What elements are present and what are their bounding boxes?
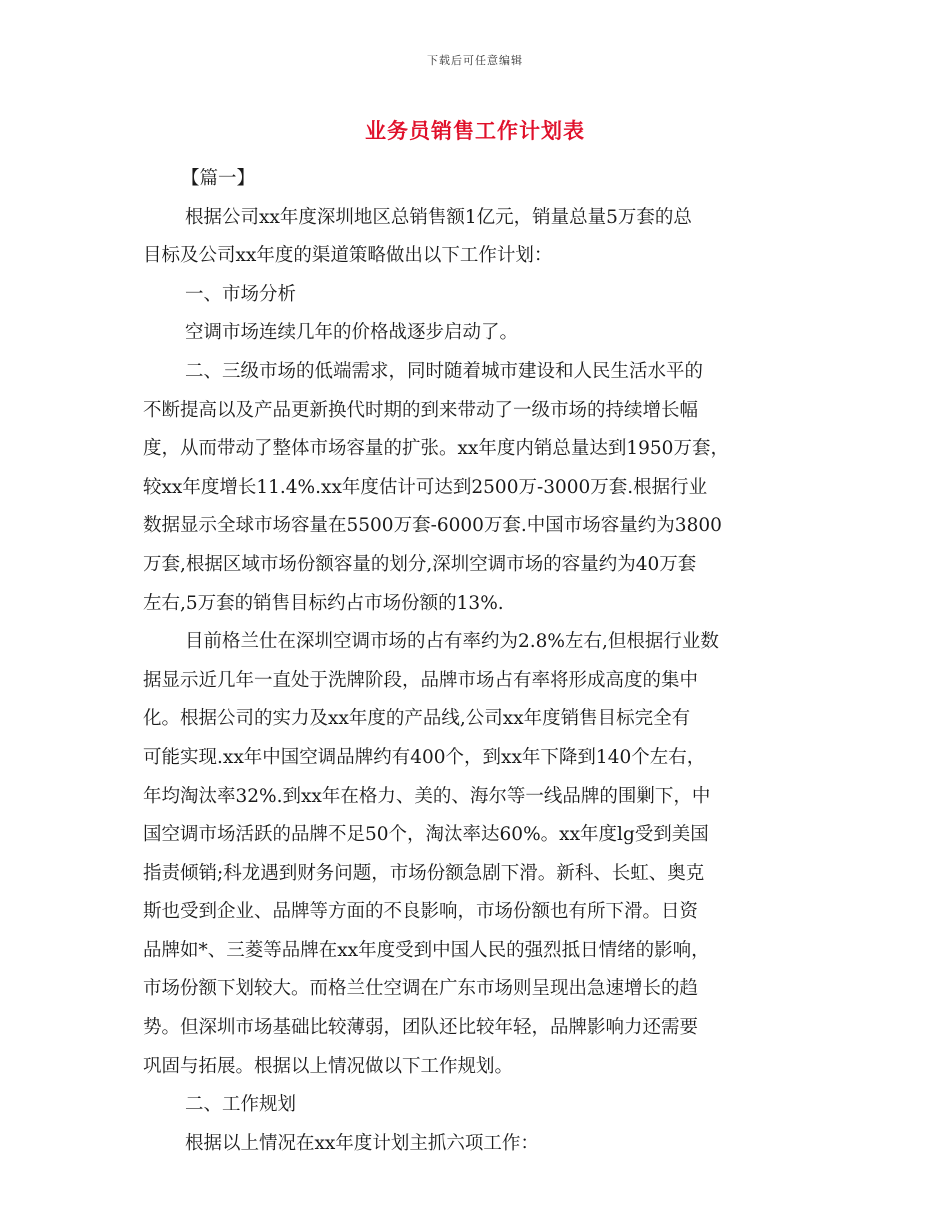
paragraph-line: 据显示近几年一直处于洗牌阶段，品牌市场占有率将形成高度的集中 <box>143 669 699 691</box>
header-note: 下载后可任意编辑 <box>427 54 523 67</box>
paragraph-line: 根据以上情况在xx年度计划主抓六项工作： <box>185 1132 539 1154</box>
paragraph-line: 不断提高以及产品更新换代时期的到来带动了一级市场的持续增长幅 <box>143 399 699 421</box>
paragraph-line: 指责倾销;科龙遇到财务问题，市场份额急剧下滑。新科、长虹、奥克 <box>143 862 705 884</box>
paragraph-line: 年均淘汰率32%.到xx年在格力、美的、海尔等一线品牌的围剿下，中 <box>143 785 711 807</box>
section-label: 【篇一】 <box>181 168 256 189</box>
paragraph-line: 二、三级市场的低端需求，同时随着城市建设和人民生活水平的 <box>185 360 704 382</box>
paragraph-line: 品牌如*、三菱等品牌在xx年度受到中国人民的强烈抵日情绪的影响， <box>143 939 710 961</box>
paragraph-line: 市场份额下划较大。而格兰仕空调在广东市场则呈现出急速增长的趋 <box>143 978 699 1000</box>
paragraph-line: 根据公司xx年度深圳地区总销售额1亿元，销量总量5万套的总 <box>185 206 692 228</box>
paragraph-line: 可能实现.xx年中国空调品牌约有400个，到xx年下降到140个左右， <box>143 746 706 768</box>
document-title: 业务员销售工作计划表 <box>365 118 585 143</box>
paragraph-line: 左右,5万套的销售目标约占市场份额的13%. <box>143 592 504 614</box>
paragraph-line: 斯也受到企业、品牌等方面的不良影响，市场份额也有所下滑。日资 <box>143 901 699 923</box>
paragraph-line: 势。但深圳市场基础比较薄弱，团队还比较年轻，品牌影响力还需要 <box>143 1017 699 1039</box>
paragraph-line: 目标及公司xx年度的渠道策略做出以下工作计划： <box>143 245 553 267</box>
section-heading: 二、工作规划 <box>185 1094 297 1116</box>
paragraph-line: 度，从而带动了整体市场容量的扩张。xx年度内销总量达到1950万套， <box>143 438 729 460</box>
paragraph-line: 巩固与拓展。根据以上情况做以下工作规划。 <box>143 1055 514 1077</box>
paragraph-line: 目前格兰仕在深圳空调市场的占有率约为2.8%左右,但根据行业数 <box>185 631 719 653</box>
paragraph-line: 空调市场连续几年的价格战逐步启动了。 <box>185 322 519 344</box>
document-body <box>143 160 813 1163</box>
section-heading: 一、市场分析 <box>185 283 297 305</box>
paragraph-line: 较xx年度增长11.4%.xx年度估计可达到2500万-3000万套.根据行业 <box>143 476 708 498</box>
paragraph-line: 化。根据公司的实力及xx年度的产品线,公司xx年度销售目标完全有 <box>143 708 691 730</box>
paragraph-line: 国空调市场活跃的品牌不足50个，淘汰率达60%。xx年度lg受到美国 <box>143 824 709 846</box>
paragraph-line: 万套,根据区域市场份额容量的划分,深圳空调市场的容量约为40万套 <box>143 553 697 575</box>
paragraph-line: 数据显示全球市场容量在5500万套-6000万套.中国市场容量约为3800 <box>143 515 722 537</box>
